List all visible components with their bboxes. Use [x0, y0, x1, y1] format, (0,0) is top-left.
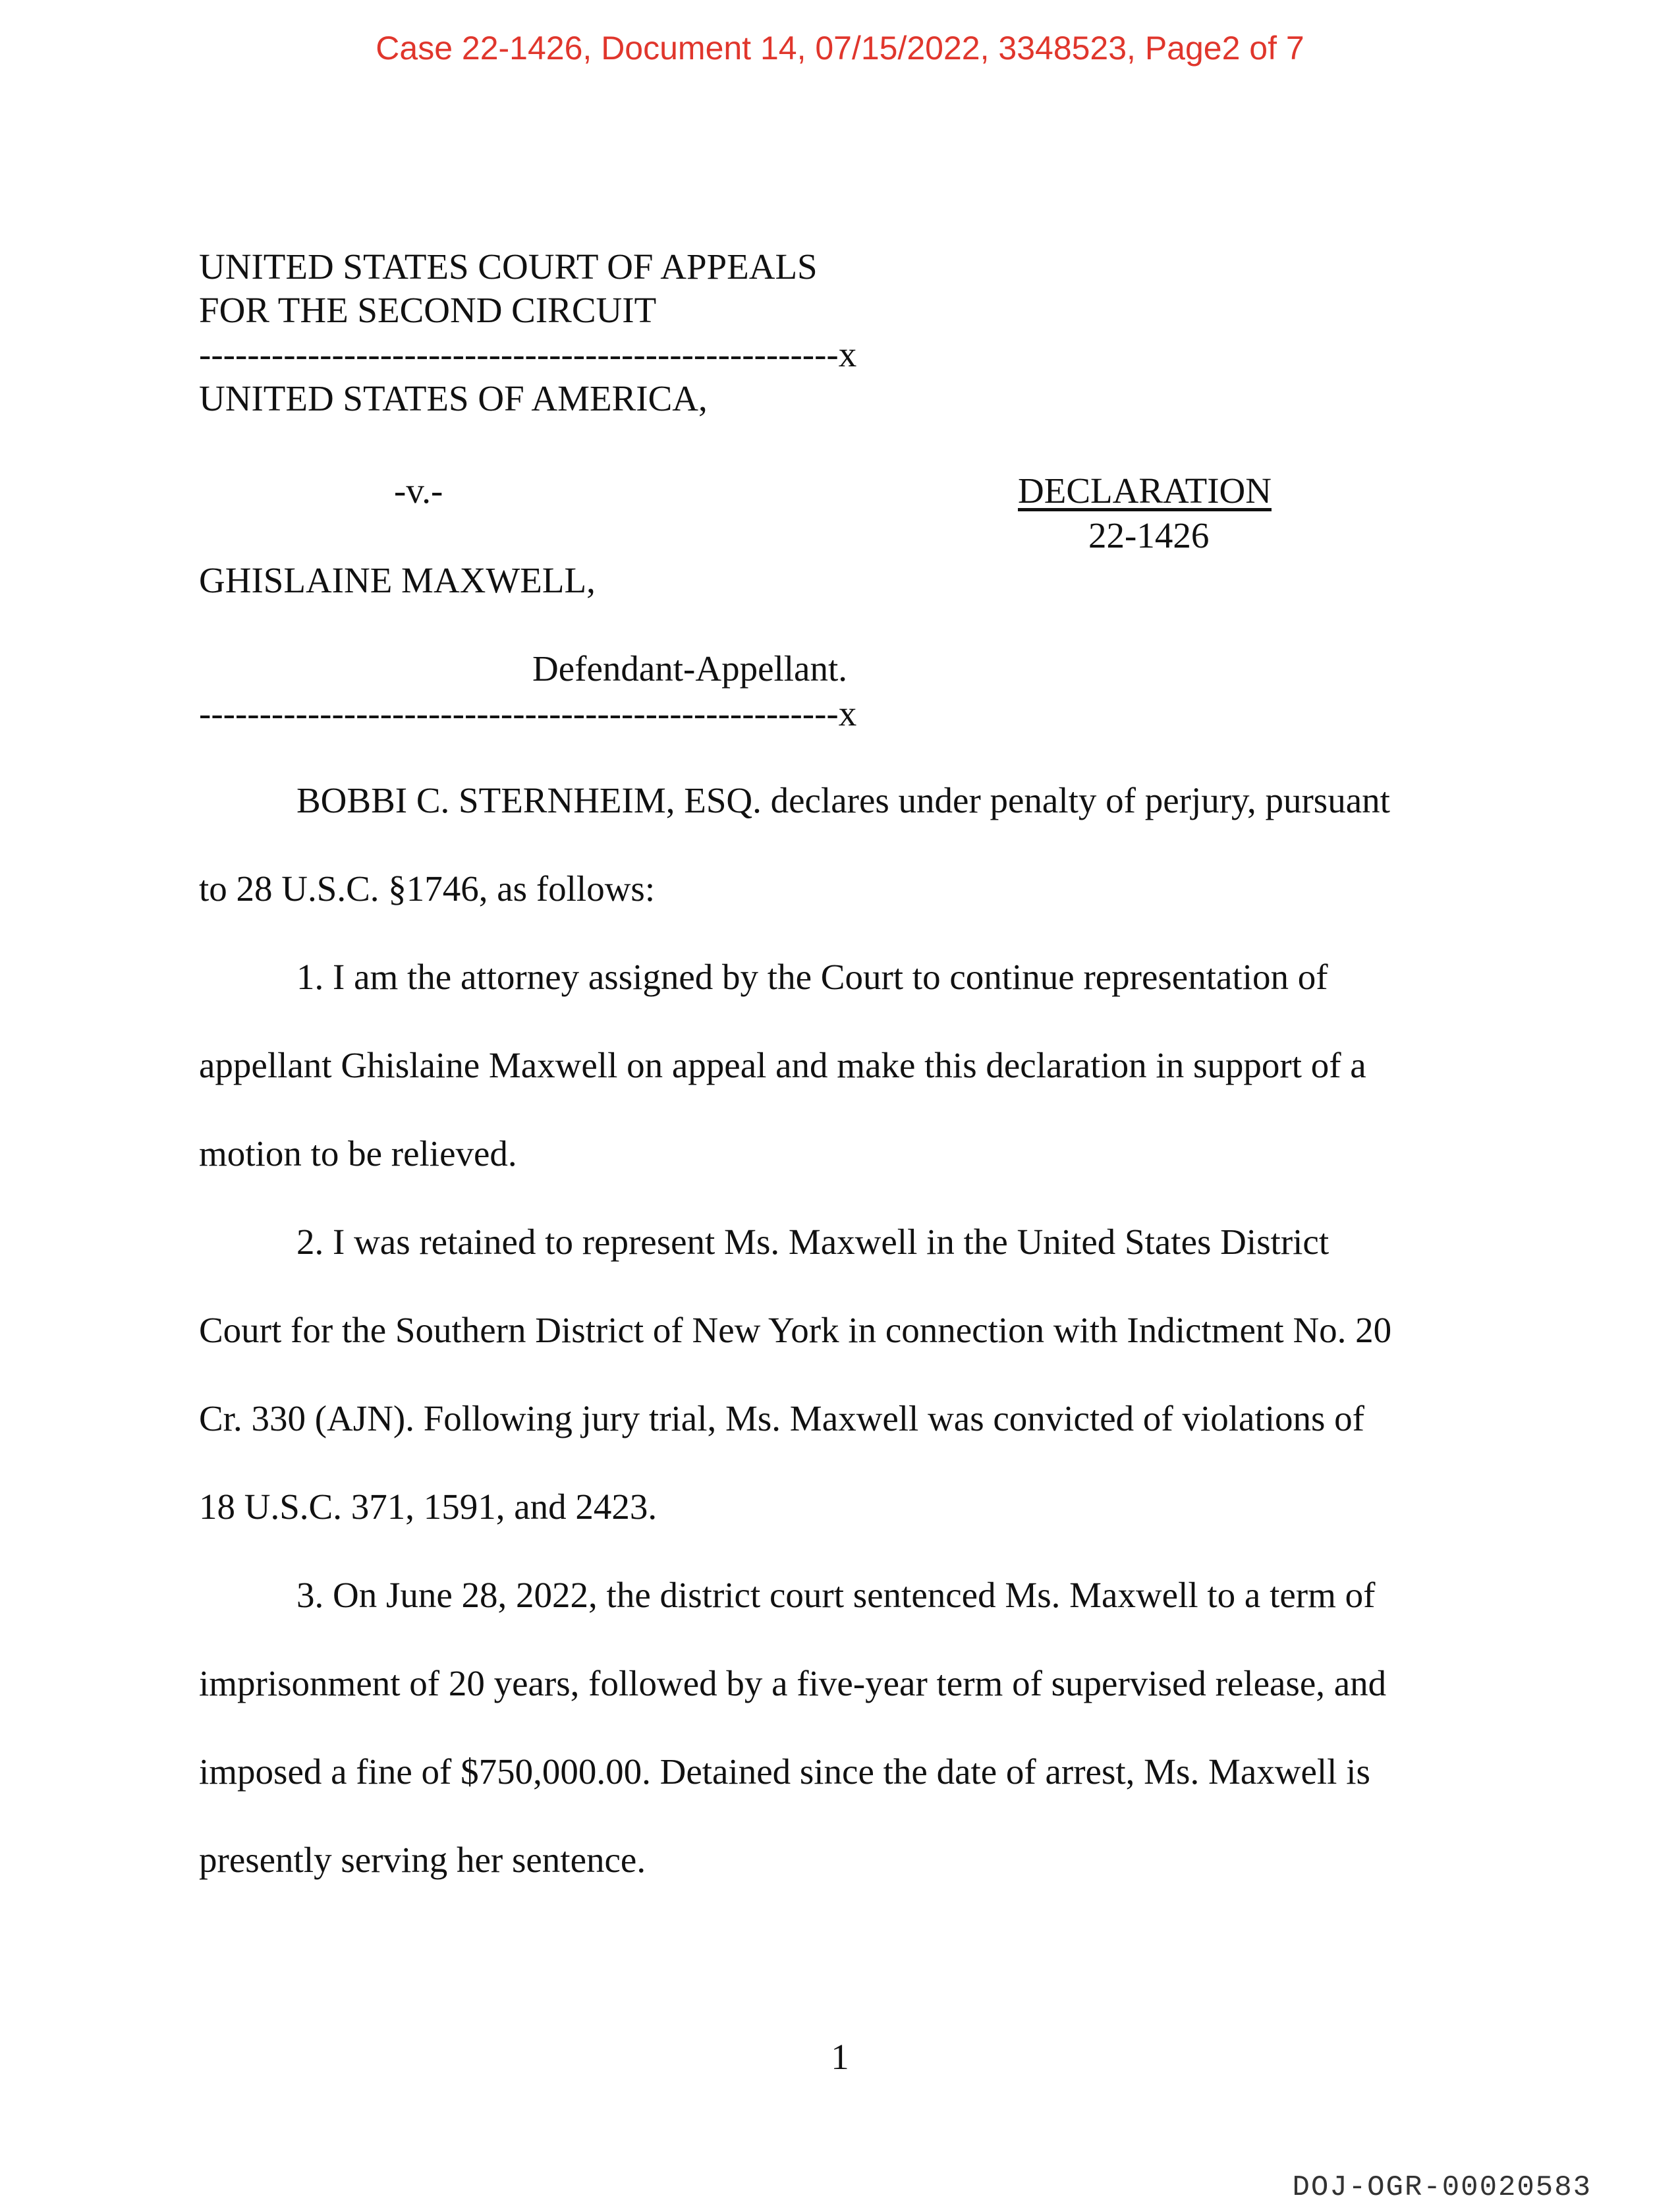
paragraph-3-line-3: imposed a fine of $750,000.00. Detained since the date of arrest, Ms. Maxwell is [199, 1751, 1370, 1792]
caption-divider-top: -----------------------------------------------------x [199, 334, 857, 374]
page-number: 1 [831, 2037, 849, 2077]
paragraph-2-line-2: Court for the Southern District of New York in connection with Indictment No. 20 [199, 1310, 1392, 1350]
court-name-line-1: UNITED STATES COURT OF APPEALS [199, 246, 818, 287]
defendant-name: GHISLAINE MAXWELL, [199, 560, 596, 600]
paragraph-2-line-3: Cr. 330 (AJN). Following jury trial, Ms. Maxwell was convicted of violations of [199, 1398, 1364, 1438]
paragraph-1-line-3: motion to be relieved. [199, 1133, 517, 1174]
paragraph-1-line-1: 1. I am the attorney assigned by the Court to continue representation of [296, 957, 1328, 997]
paragraph-2-line-1: 2. I was retained to represent Ms. Maxwell in the United States District [296, 1222, 1330, 1262]
paragraph-3-line-4: presently serving her sentence. [199, 1840, 646, 1880]
document-title: DECLARATION [1018, 470, 1272, 511]
paragraph-1-line-2: appellant Ghislaine Maxwell on appeal and make this declaration in support of a [199, 1045, 1366, 1085]
bates-number: DOJ-OGR-00020583 [1292, 2171, 1592, 2204]
paragraph-3-line-2: imprisonment of 20 years, followed by a five-year term of supervised release, and [199, 1663, 1387, 1703]
intro-line-2: to 28 U.S.C. §1746, as follows: [199, 868, 656, 909]
case-header-stamp: Case 22-1426, Document 14, 07/15/2022, 3348523, Page2 of 7 [376, 30, 1304, 67]
caption-divider-bottom: -----------------------------------------------------x [199, 693, 857, 733]
paragraph-2-line-4: 18 U.S.C. 371, 1591, and 2423. [199, 1487, 658, 1527]
plaintiff-name: UNITED STATES OF AMERICA, [199, 378, 708, 418]
paragraph-3-line-1: 3. On June 28, 2022, the district court sentenced Ms. Maxwell to a term of [296, 1575, 1376, 1615]
versus-label: -v.- [394, 470, 443, 511]
defendant-role: Defendant-Appellant. [532, 648, 848, 689]
court-name-line-2: FOR THE SECOND CIRCUIT [199, 290, 657, 330]
intro-line-1: BOBBI C. STERNHEIM, ESQ. declares under penalty of perjury, pursuant [296, 780, 1390, 820]
docket-number: 22-1426 [1088, 515, 1210, 555]
